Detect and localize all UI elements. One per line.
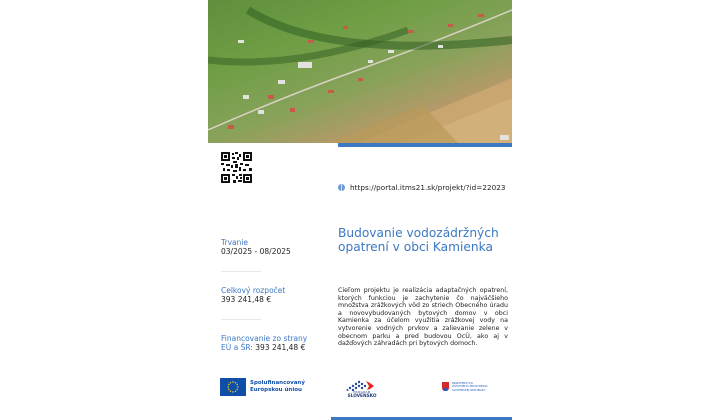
- funding-label-suffix: EÚ a ŠR:: [221, 343, 253, 352]
- globe-icon: [338, 184, 345, 191]
- ministry-text: [452, 382, 512, 392]
- funding-value: 393 241,48 €: [255, 343, 306, 352]
- divider: [221, 271, 261, 272]
- funding-row: [221, 343, 311, 352]
- program-small-label: PROGRAM: [353, 390, 371, 394]
- budget-label: Celkový rozpočet: [221, 286, 286, 295]
- budget-value: 393 241,48 €: [221, 295, 272, 304]
- qr-code: [221, 152, 252, 183]
- photo-credit-badge: [500, 135, 509, 140]
- accent-bar-top: [338, 143, 512, 147]
- project-description: Cieľom projektu je realizácia adaptačných opatrení, ktorých funkciou je zachytenie čo najväčšieho množstva zrážkových vôd zo striech Obecného úradu a novovybudovaných bytových domov v obci Kamienka za účelom využitia zrážkovej vody na vytvorenie vodných prvkov a zalievanie zelene v obecnom parku a pred budovou OcÚ, ako aj v dažďových záhradách pri bytových domoch.: [338, 287, 508, 348]
- duration-label: Trvanie: [221, 238, 249, 247]
- ministry-line1: MINISTERSTVO: [452, 381, 473, 385]
- eu-text-line1: Spolufinancovaný: [250, 380, 305, 386]
- ministry-line2: ŽIVOTNÉHO PROSTREDIA: [452, 384, 488, 389]
- program-name-label: SLOVENSKO: [347, 394, 377, 399]
- logo-strip: [220, 378, 512, 400]
- village-aerial-photo: [208, 0, 512, 143]
- eu-cofunded-text: [250, 380, 305, 394]
- eu-flag-icon: [220, 378, 246, 396]
- ministry-line3: SLOVENSKEJ REPUBLIKY: [452, 387, 486, 392]
- project-poster: [208, 0, 512, 420]
- funding-label: Financovanie zo strany: [221, 334, 308, 343]
- project-link-row[interactable]: [338, 183, 505, 192]
- duration-value: 03/2025 - 08/2025: [221, 247, 291, 256]
- eu-text-line2: Európskou úniou: [250, 387, 302, 393]
- slovak-crest-icon: [442, 382, 449, 391]
- project-title: Budovanie vodozádržných opatrení v obci Kamienka: [338, 226, 499, 255]
- project-facts-sidebar: [221, 238, 311, 352]
- divider: [221, 319, 261, 320]
- project-url-link[interactable]: https://portal.itms21.sk/projekt/?id=22023: [350, 183, 506, 192]
